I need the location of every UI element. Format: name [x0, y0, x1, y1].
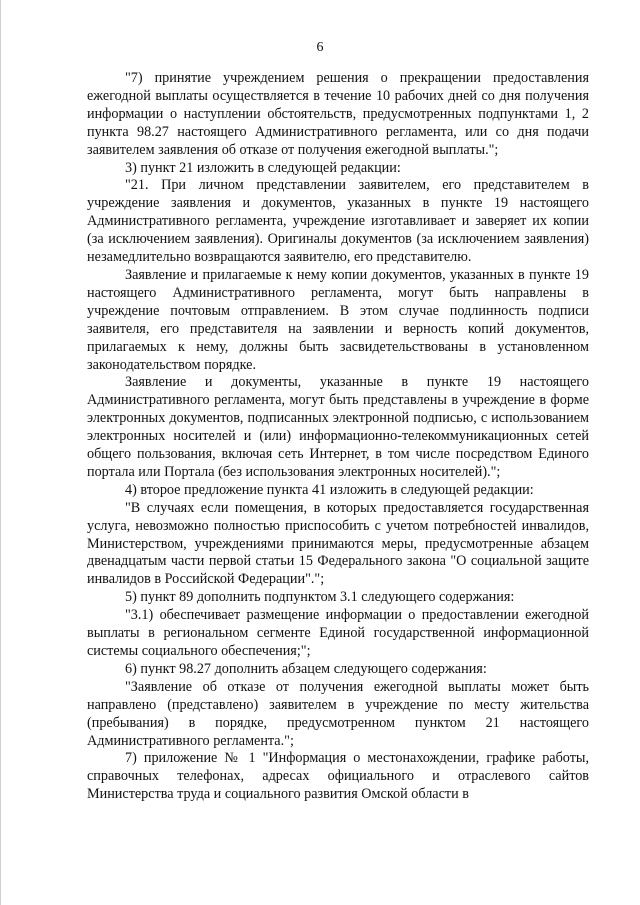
page-number: 6 — [316, 40, 324, 55]
paragraph: "В случаях если помещения, в которых предоставляется государственная услуга, невозможно полностью приспособить с учетом потребностей инвалидов, Министерством, учреждениями принимаются меры, предусмотренные абзацем двенадцатым части первой статьи 15 Федерального закона "О социальной защите инвалидов в Российской Федерации"."; — [87, 499, 589, 588]
paragraph: Заявление и документы, указанные в пункте 19 настоящего Административного регламента, могут быть представлены в учреждение в форме электронных документов, подписанных электронной подписью, с использованием электронных носителей и (или) информационно-телекоммуникационных сетей общего пользования, включая сеть Интернет, в том числе посредством Единого портала или Портала (без использования электронных носителей)."; — [87, 374, 589, 480]
scan-edge — [0, 0, 1, 905]
document-body — [87, 70, 589, 803]
paragraph: 3) пункт 21 изложить в следующей редакции: — [125, 159, 401, 176]
paragraph: 6) пункт 98.27 дополнить абзацем следующего содержания: — [125, 660, 487, 677]
paragraph: "21. При личном представлении заявителем, его представителем в учреждение заявления и документов, указанных в пункте 19 настоящего Административного регламента, учреждение изготавливает и заверяет их копии (за исключением заявления). Оригиналы документов (за исключением заявления) незамедлительно возвращаются заявителю, его представителю. — [87, 177, 589, 266]
paragraph-continued: 7) приложение № 1 "Информация о местонахождении, графике работы, справочных телефонах, адресах официального и отраслевого сайтов Министерства труда и социального развития Омской области в — [87, 750, 589, 803]
paragraph: "3.1) обеспечивает размещение информации о предоставлении ежегодной выплаты в региональном сегменте Единой государственной информационной системы социального обеспечения;"; — [87, 607, 589, 659]
paragraph: "7) принятие учреждением решения о прекращении предоставления ежегодной выплаты осуществляется в течение 10 рабочих дней со дня получения информации о наступлении обстоятельств, предусмотренных подпунктами 1, 2 пункта 98.27 настоящего Административного регламента, или со дня подачи заявителем заявления об отказе от получения ежегодной выплаты."; — [87, 70, 589, 158]
paragraph: Заявление и прилагаемые к нему копии документов, указанных в пункте 19 настоящего Административного регламента, могут быть направлены в учреждение почтовым отправлением. В этом случае подлинность подписи заявителя, его представителя на заявлении и верность копий документов, прилагаемых к нему, должны быть засвидетельствованы в установленном законодательством порядке. — [87, 266, 589, 373]
paragraph: 5) пункт 89 дополнить подпунктом 3.1 следующего содержания: — [125, 589, 515, 606]
paragraph: "Заявление об отказе от получения ежегодной выплаты может быть направлено (представлено) заявителем в учреждение по месту жительства (пребывания) в порядке, предусмотренном пунктом 21 настоящего Административного регламента."; — [87, 678, 589, 749]
paragraph: 4) второе предложение пункта 41 изложить в следующей редакции: — [125, 481, 534, 498]
